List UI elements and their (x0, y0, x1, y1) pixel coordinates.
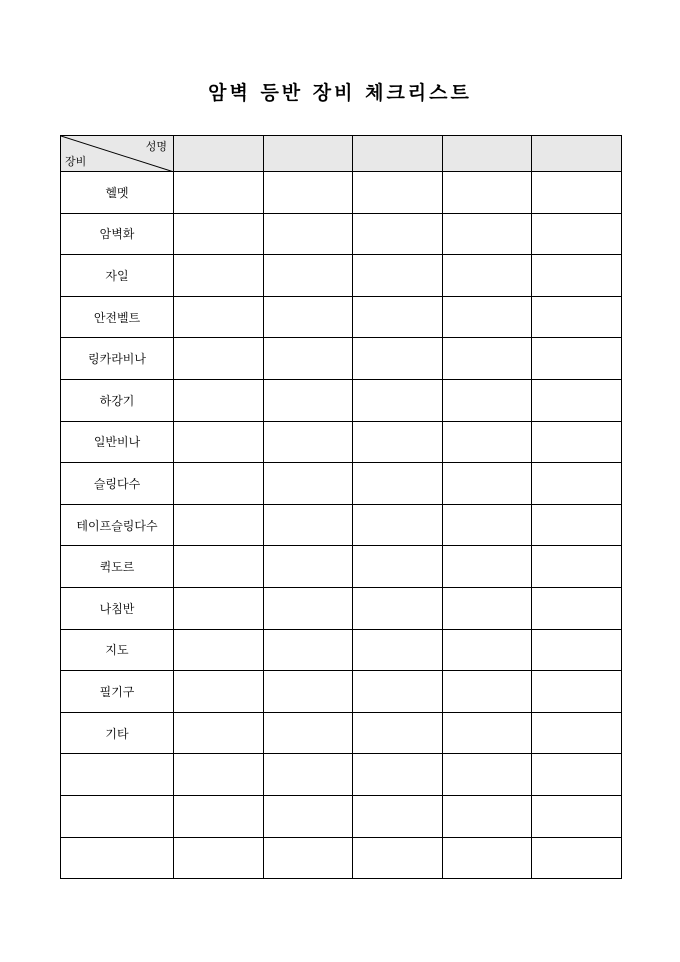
check-cell[interactable] (532, 255, 622, 297)
table-row (61, 421, 622, 463)
check-cell[interactable] (353, 379, 443, 421)
check-cell[interactable] (353, 795, 443, 837)
name-column-cell[interactable] (174, 136, 264, 172)
check-cell[interactable] (174, 255, 264, 297)
check-cell[interactable] (442, 463, 532, 505)
table-row (61, 795, 622, 837)
check-cell[interactable] (263, 712, 353, 754)
check-cell[interactable] (174, 296, 264, 338)
checklist-table (60, 135, 622, 879)
check-cell[interactable] (174, 213, 264, 255)
check-cell[interactable] (442, 671, 532, 713)
equipment-label-cell: 자일 (61, 255, 174, 297)
table-row (61, 629, 622, 671)
check-cell[interactable] (353, 338, 443, 380)
name-column-cell[interactable] (442, 136, 532, 172)
equipment-label-cell (61, 795, 174, 837)
check-cell[interactable] (353, 629, 443, 671)
equipment-label-cell: 테이프슬링다수 (61, 504, 174, 546)
check-cell[interactable] (353, 255, 443, 297)
table-row (61, 546, 622, 588)
check-cell[interactable] (263, 421, 353, 463)
check-cell[interactable] (263, 172, 353, 214)
check-cell[interactable] (263, 504, 353, 546)
check-cell[interactable] (174, 172, 264, 214)
check-cell[interactable] (174, 421, 264, 463)
check-cell[interactable] (263, 546, 353, 588)
check-cell[interactable] (532, 629, 622, 671)
check-cell[interactable] (442, 379, 532, 421)
equipment-label-cell: 필기구 (61, 671, 174, 713)
check-cell[interactable] (174, 587, 264, 629)
check-cell[interactable] (442, 587, 532, 629)
check-cell[interactable] (263, 795, 353, 837)
check-cell[interactable] (442, 795, 532, 837)
header-row (61, 136, 622, 172)
equipment-label-cell: 헬멧 (61, 172, 174, 214)
name-column-cell[interactable] (532, 136, 622, 172)
equipment-label-cell: 나침반 (61, 587, 174, 629)
check-cell[interactable] (263, 754, 353, 796)
check-cell[interactable] (442, 754, 532, 796)
equipment-label-cell: 지도 (61, 629, 174, 671)
check-cell[interactable] (532, 671, 622, 713)
check-cell[interactable] (353, 172, 443, 214)
check-cell[interactable] (353, 837, 443, 879)
table-row (61, 172, 622, 214)
check-cell[interactable] (263, 379, 353, 421)
equipment-label-cell (61, 837, 174, 879)
check-cell[interactable] (353, 296, 443, 338)
check-cell[interactable] (532, 712, 622, 754)
check-cell[interactable] (532, 504, 622, 546)
check-cell[interactable] (263, 629, 353, 671)
table-row (61, 712, 622, 754)
check-cell[interactable] (532, 837, 622, 879)
check-cell[interactable] (263, 463, 353, 505)
corner-header-cell (61, 136, 174, 172)
table-row (61, 504, 622, 546)
table-row (61, 463, 622, 505)
check-cell[interactable] (263, 255, 353, 297)
check-cell[interactable] (532, 379, 622, 421)
check-cell[interactable] (532, 546, 622, 588)
check-cell[interactable] (442, 837, 532, 879)
check-cell[interactable] (442, 629, 532, 671)
check-cell[interactable] (263, 837, 353, 879)
check-cell[interactable] (532, 338, 622, 380)
check-cell[interactable] (174, 712, 264, 754)
table-row (61, 379, 622, 421)
check-cell[interactable] (442, 172, 532, 214)
check-cell[interactable] (353, 587, 443, 629)
check-cell[interactable] (442, 338, 532, 380)
check-cell[interactable] (174, 379, 264, 421)
check-cell[interactable] (532, 587, 622, 629)
equipment-label-cell: 일반비나 (61, 421, 174, 463)
check-cell[interactable] (174, 504, 264, 546)
check-cell[interactable] (353, 712, 443, 754)
check-cell[interactable] (263, 296, 353, 338)
check-cell[interactable] (353, 213, 443, 255)
table-row (61, 296, 622, 338)
check-cell[interactable] (353, 546, 443, 588)
check-cell[interactable] (263, 213, 353, 255)
table-row (61, 338, 622, 380)
check-cell[interactable] (353, 463, 443, 505)
check-cell[interactable] (532, 463, 622, 505)
check-cell[interactable] (532, 754, 622, 796)
equipment-label-cell: 기타 (61, 712, 174, 754)
page-title: 암벽 등반 장비 체크리스트 (208, 82, 472, 104)
check-cell[interactable] (174, 338, 264, 380)
check-cell[interactable] (353, 504, 443, 546)
check-cell[interactable] (532, 172, 622, 214)
table-row (61, 754, 622, 796)
check-cell[interactable] (442, 504, 532, 546)
check-cell[interactable] (532, 296, 622, 338)
table-row (61, 671, 622, 713)
check-cell[interactable] (174, 795, 264, 837)
check-cell[interactable] (442, 296, 532, 338)
check-cell[interactable] (353, 671, 443, 713)
table-row (61, 587, 622, 629)
equipment-label-cell: 암벽화 (61, 213, 174, 255)
check-cell[interactable] (174, 629, 264, 671)
check-cell[interactable] (174, 754, 264, 796)
check-cell[interactable] (263, 587, 353, 629)
check-cell[interactable] (442, 546, 532, 588)
equipment-label-cell: 하강기 (61, 379, 174, 421)
check-cell[interactable] (353, 754, 443, 796)
table-row (61, 837, 622, 879)
check-cell[interactable] (532, 213, 622, 255)
check-cell[interactable] (263, 338, 353, 380)
table-row (61, 255, 622, 297)
equipment-label-cell: 퀵도르 (61, 546, 174, 588)
check-cell[interactable] (442, 421, 532, 463)
equipment-label-cell (61, 754, 174, 796)
equipment-label-cell: 안전벨트 (61, 296, 174, 338)
check-cell[interactable] (174, 837, 264, 879)
check-cell[interactable] (442, 712, 532, 754)
check-cell[interactable] (353, 421, 443, 463)
equipment-label-cell: 슬링다수 (61, 463, 174, 505)
table-row (61, 213, 622, 255)
name-column-cell[interactable] (353, 136, 443, 172)
name-column-cell[interactable] (263, 136, 353, 172)
check-cell[interactable] (532, 421, 622, 463)
check-cell[interactable] (442, 255, 532, 297)
check-cell[interactable] (174, 671, 264, 713)
check-cell[interactable] (263, 671, 353, 713)
equipment-header-label: 장비 (65, 155, 87, 168)
check-cell[interactable] (442, 213, 532, 255)
name-header-label: 성명 (145, 140, 167, 153)
check-cell[interactable] (174, 463, 264, 505)
check-cell[interactable] (532, 795, 622, 837)
check-cell[interactable] (174, 546, 264, 588)
equipment-label-cell: 링카라비나 (61, 338, 174, 380)
